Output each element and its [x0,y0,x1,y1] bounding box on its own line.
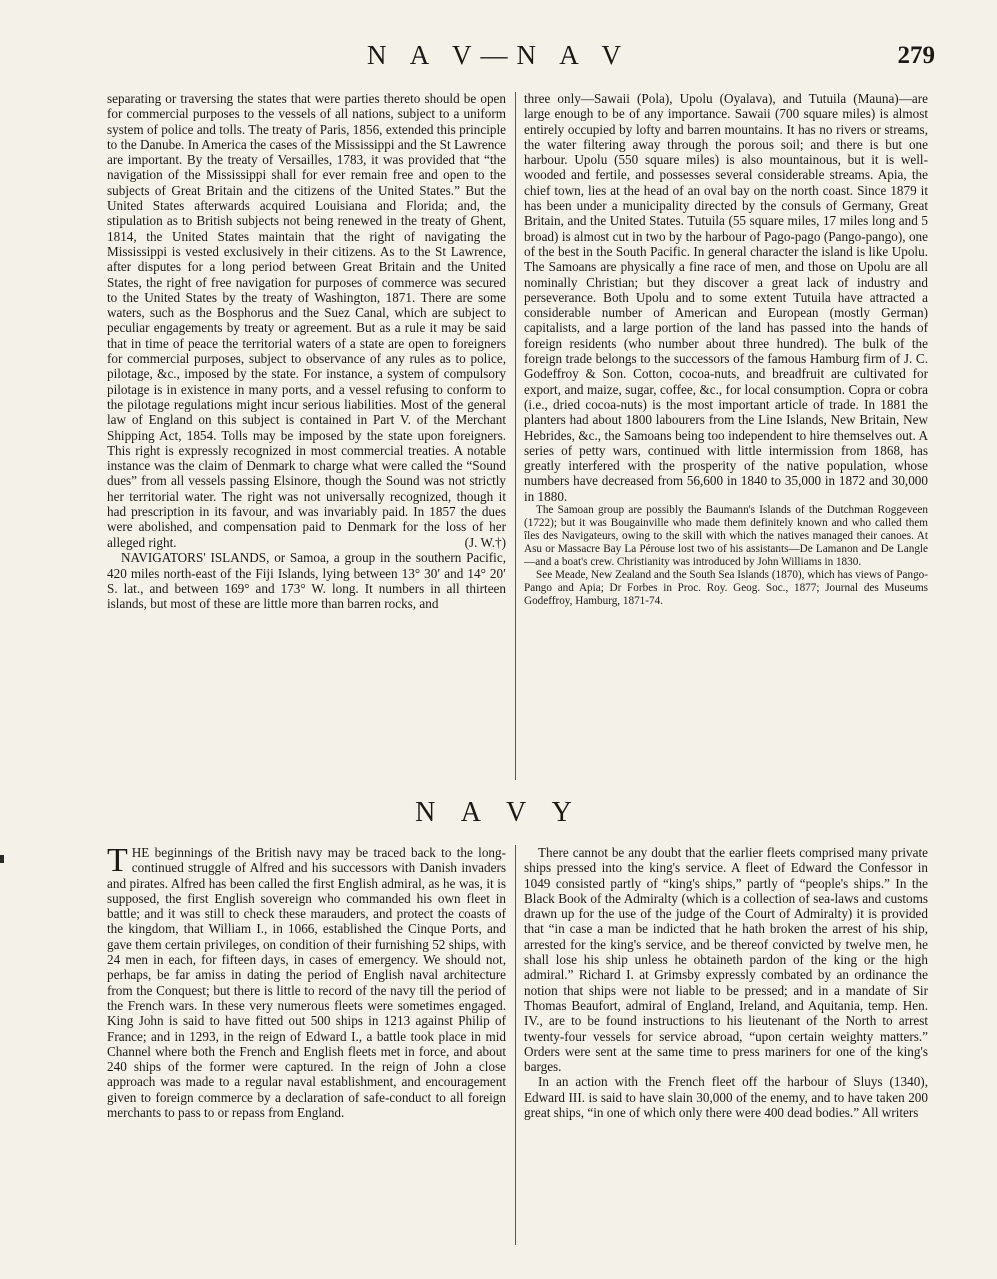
paragraph-text: HE beginnings of the British navy may be traced back to the long-continued struggle of Alfred and his successors with Danish invaders and pirates. Alfred has been called the first English admiral, as he was, it is supposed, the first English sovereign who commanded his own fleet in battle; and it was still to check these marauders, and protect the coasts of the kingdom, that William I., in 1066, established the Cinque Ports, and gave them certain privileges, on condition of their furnishing 52 ships, with 24 men in each, for fifteen days, in cases of emergency. We should not, perhaps, be far amiss in dating the period of English naval architecture from the Conquest; but there is little to record of the navy till the period of the French wars. In these very numerous fleets were sometimes engaged. King John is said to have fitted out 500 ships in 1213 against Philip of France; and in 1293, in the reign of Edward I., a battle took place in mid Channel where both the French and English fleets met in force, and about 240 ships of the former were captured. In the reign of John a close approach was made to a regular naval establishment, and encouragement given to foreign commerce by a declaration of safe-conduct to all foreign merchants to pass to or repass from England. [107,845,506,1121]
paragraph: three only—Sawaii (Pola), Upolu (Oyalava), and Tutuila (Mauna)—are large enough to be of any importance. Sawaii (700 square miles) is almost entirely occupied by lofty and barren mountains. It has no rivers or streams, the water filtering away through the porous soil; and there is but one harbour. Upolu (550 square miles) is also mountainous, but it is well-wooded and fertile, and possesses several considerable streams. Apia, the chief town, lies at the head of an oval bay on the north coast. Since 1879 it has been under a municipality directed by the consuls of Germany, Great Britain, and the United States. Tutuila (55 square miles, 17 miles long and 5 broad) is almost cut in two by the harbour of Pago-pago (Pango-pango), one of the best in the South Pacific. In general character the island is like Upolu. The Samoans are physically a fine race of men, and those on Upolu are all nominally Christian; but they discover a great lack of industry and perseverance. Both Upolu and to some extent Tutuila have attracted a considerable number of American and European (mostly German) capitalists, and a large portion of the land has passed into the hands of foreign residents (who number about three hundred). The bulk of the foreign trade belongs to the successors of the famous Hamburg firm of J. C. Godeffroy & Son. Cotton, cocoa-nuts, and breadfruit are cultivated for export, and maize, sugar, coffee, &c., for local consumption. Copra or cobra (i.e., dried cocoa-nuts) is the most important article of trade. In 1881 the planters had about 1800 labourers from the Line Islands, New Britain, New Hebrides, &c., the Samoans being too independent to hire themselves out. A series of petty wars, continued with little intermission from 1868, has greatly interfered with the prosperity of the native population, whose numbers have decreased from 56,600 in 1840 to 35,000 in 1872 and 30,000 in 1880. [524,91,928,504]
margin-mark [0,855,4,863]
paragraph: There cannot be any doubt that the earlier fleets comprised many private ships pressed into the king's service. A fleet of Edward the Confessor in 1049 consisted partly of “king's ships,” partly of “people's ships.” In the Black Book of the Admiralty (which is a collection of sea-laws and customs drawn up for the use of the judge of the Court of Admiralty) it is provided that “in case a man be indicted that he hath broken the arrest of his ship, arrested for the king's service, and be thereof convicted by twelve men, he shall lose his ship unless he obtaineth pardon of the king or the high admiral.” Richard I. at Grimsby expressly combated by an ordinance the notion that ships were not liable to be pressed; and in a mandate of Sir Thomas Beaufort, admiral of England, Ireland, and Aquitania, temp. Hen. IV., are to be found instructions to his lieutenant of the North to arrest twenty-four vessels for service abroad, “upon certain weighty matters.” Orders were sent at the same time to press mariners for one of the king's barges. [524,845,928,1075]
bottom-right-column [524,845,928,1120]
footnote: The Samoan group are possibly the Baumann's Islands of the Dutchman Roggeveen (1722); but it was Bougainville who made them definitely known and who called them îles des Navigateurs, owing to the skill with which the natives managed their canoes. At Asu or Massacre Bay La Pérouse lost two of his assistants—De Lamanon and De Langle—and a boat's crew. Christianity was introduced by John Williams in 1830. [524,504,928,569]
running-head [0,40,997,80]
bottom-left-column [107,842,506,1121]
running-title: N A V—N A V [366,40,631,70]
footnote: See Meade, New Zealand and the South Sea Islands (1870), which has views of Pango-Pango and Apia; Dr Forbes in Proc. Roy. Geog. Soc., 1877; Journal des Museums Godeffroy, Hamburg, 1871-74. [524,569,928,608]
paragraph: separating or traversing the states that were parties thereto should be open for commercial purposes to the vessels of all nations, subject to a uniform system of police and tolls. The treaty of Paris, 1856, extended this principle to the Danube. In America the cases of the Mississippi and the St Lawrence are important. By the treaty of Versailles, 1783, it was provided that “the navigation of the Mississippi shall for ever remain free and open to the subjects of Great Britain and the citizens of the United States.” But the United States afterwards acquired Louisiana and Florida; and, the stipulation as to British subjects not being renewed in the treaty of Ghent, 1814, the United States maintain that the right of navigating the Mississippi is vested exclusively in their citizens. As to the St Lawrence, after disputes for a long period between Great Britain and the United States, the right of free navigation for purposes of commerce was secured to the United States by the treaty of Washington, 1871. There are some waters, such as the Bosphorus and the Suez Canal, which are subject to peculiar engagements by treaty or agreement. But as a rule it may be said that in time of peace the territorial waters of a state are open to foreigners for commercial purposes, subject to observance of any rules as to police, pilotage, &c., imposed by the state. For instance, a system of compulsory pilotage is in existence in many ports, and a vessel refusing to conform to the pilotage regulations might incur serious liabilities. Most of the general law of England on this subject is contained in Part V. of the Merchant Shipping Act, 1854. Tolls may be imposed by the state upon foreigners. This right is expressly recognized in most commercial treaties. A notable instance was the claim of Denmark to charge what were called the “Sound dues” from all vessels passing Elsinore, though the Sound was not strictly her territorial water. The right was not universally recognized, though it had prescription in its favour, and was invariably paid. In 1857 the dues were abolished, and compensation paid to Denmark for the loss of her alleged right. [107,91,506,550]
page-number: 279 [897,42,935,69]
paragraph [107,842,506,1121]
footnote-block [524,504,928,608]
section-title: N A V Y [415,797,582,828]
paragraph: In an action with the French fleet off the harbour of Sluys (1340), Edward III. is said to have slain 30,000 of the enemy, and to have taken 200 great ships, “in one of which only there were 400 dead bodies.” All writers [524,1074,928,1121]
author-signature: (J. W.†) [464,534,506,550]
top-right-column [524,91,928,608]
drop-cap: T [107,842,128,879]
column-rule [515,92,516,780]
top-left-column [107,91,506,611]
column-rule [515,845,516,1245]
paragraph: NAVIGATORS' ISLANDS, or Samoa, a group in the southern Pacific, 420 miles north-east of the Fiji Islands, lying between 13° 30′ and 14° 20′ S. lat., and between 169° and 173° W. long. It numbers in all thirteen islands, but most of these are little more than barren rocks, and [107,550,506,612]
